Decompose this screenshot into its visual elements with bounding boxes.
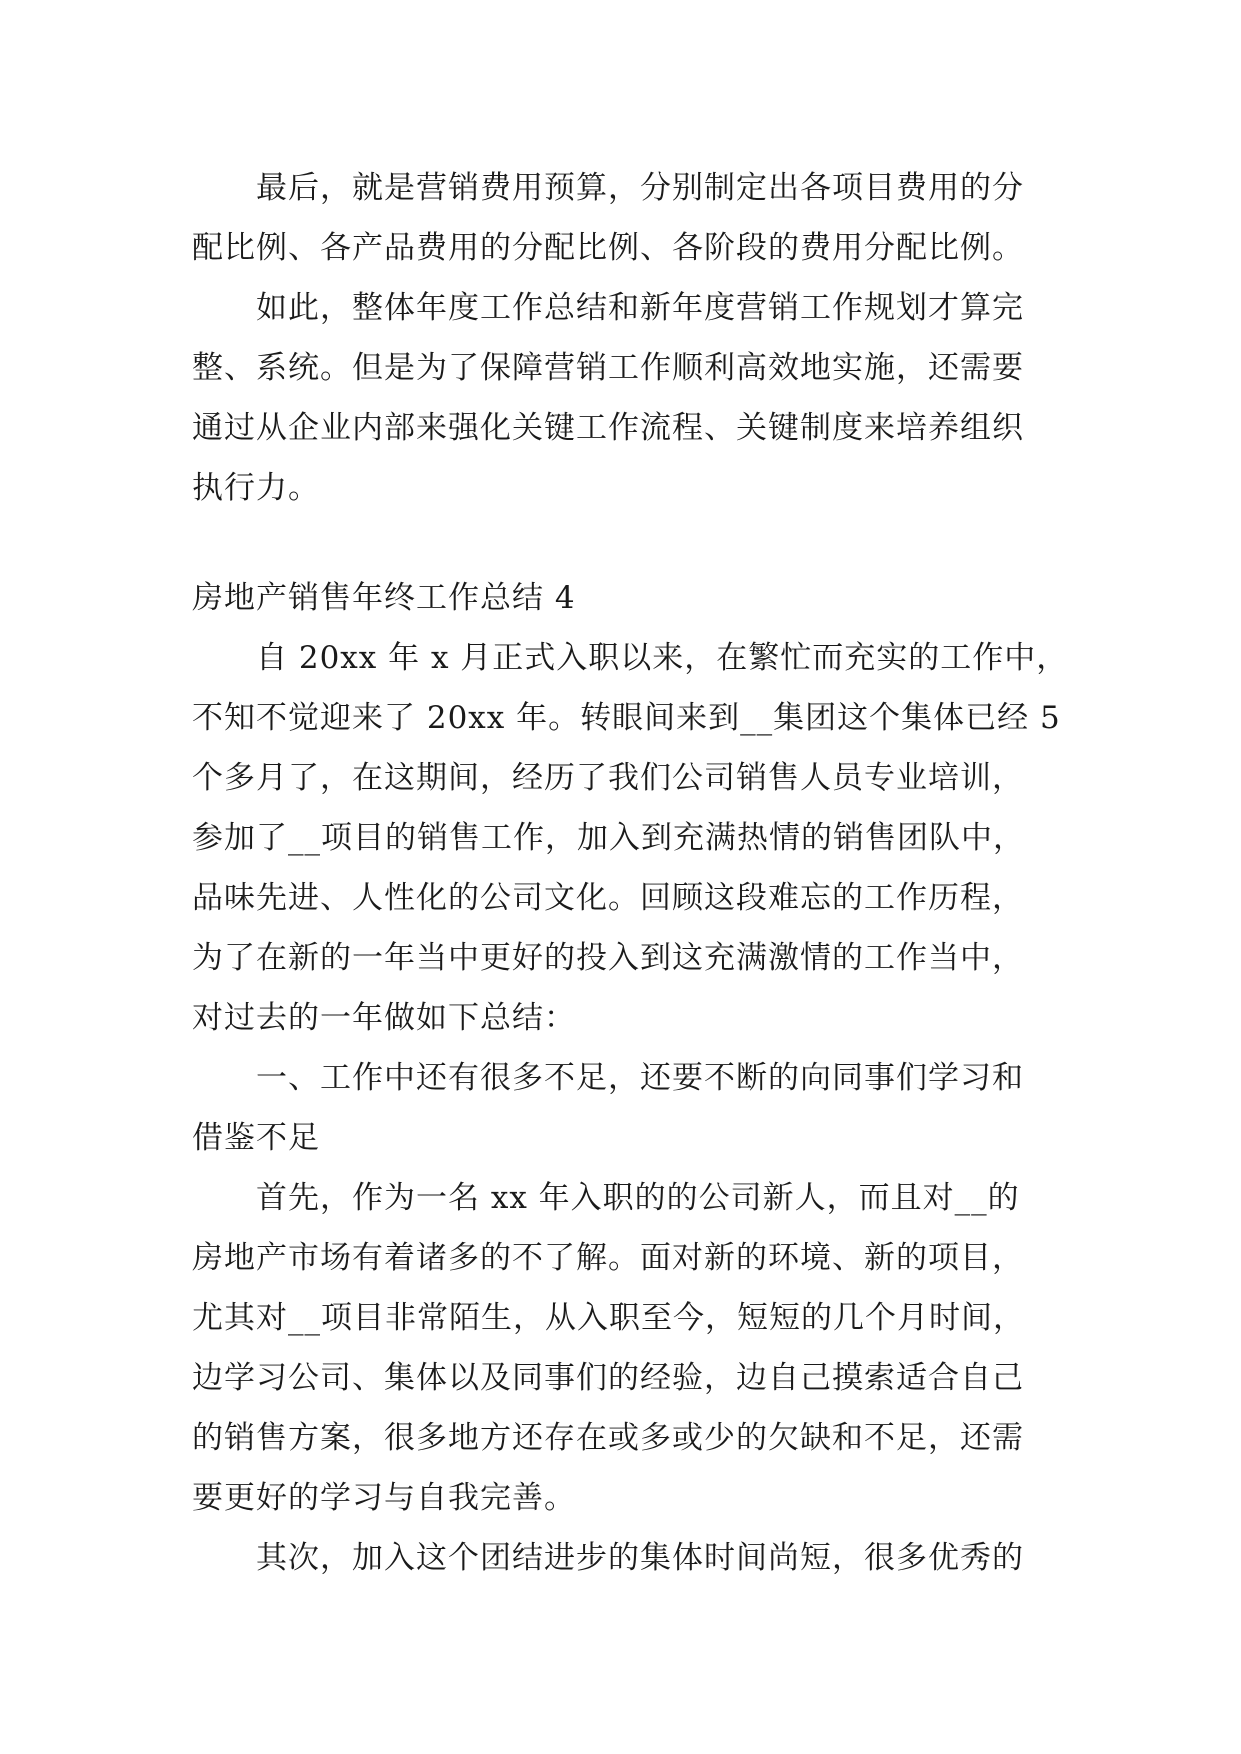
paragraph-line: 房地产市场有着诸多的不了解。面对新的环境、新的项目， — [192, 1240, 1024, 1276]
paragraph-line: 整、系统。但是为了保障营销工作顺利高效地实施，还需要 — [192, 350, 1024, 386]
paragraph-line: 的销售方案，很多地方还存在或多或少的欠缺和不足，还需 — [192, 1420, 1024, 1456]
paragraph-line: 个多月了，在这期间，经历了我们公司销售人员专业培训， — [192, 760, 1024, 796]
paragraph-line: 对过去的一年做如下总结： — [192, 1000, 576, 1036]
paragraph-line: 边学习公司、集体以及同事们的经验，边自己摸索适合自己 — [192, 1360, 1024, 1396]
paragraph-line: 品味先进、人性化的公司文化。回顾这段难忘的工作历程， — [192, 880, 1024, 916]
paragraph-line: 最后，就是营销费用预算，分别制定出各项目费用的分 — [256, 170, 1024, 206]
paragraph-line: 自 20xx 年 x 月正式入职以来，在繁忙而充实的工作中， — [256, 640, 1069, 676]
section-heading: 房地产销售年终工作总结 4 — [192, 580, 576, 616]
paragraph-line: 执行力。 — [192, 470, 320, 506]
paragraph-line: 如此，整体年度工作总结和新年度营销工作规划才算完 — [256, 290, 1024, 326]
paragraph-line: 其次，加入这个团结进步的集体时间尚短，很多优秀的 — [256, 1540, 1024, 1576]
paragraph-line: 首先，作为一名 xx 年入职的的公司新人，而且对__的 — [256, 1180, 1020, 1216]
paragraph-line: 通过从企业内部来强化关键工作流程、关键制度来培养组织 — [192, 410, 1024, 446]
paragraph-line: 为了在新的一年当中更好的投入到这充满激情的工作当中， — [192, 940, 1024, 976]
paragraph-line: 不知不觉迎来了 20xx 年。转眼间来到__集团这个集体已经 5 — [192, 700, 1061, 736]
paragraph-line: 配比例、各产品费用的分配比例、各阶段的费用分配比例。 — [192, 230, 1024, 266]
paragraph-line: 参加了__项目的销售工作，加入到充满热情的销售团队中， — [192, 820, 1025, 856]
paragraph-line: 尤其对__项目非常陌生，从入职至今，短短的几个月时间， — [192, 1300, 1025, 1336]
paragraph-line: 要更好的学习与自我完善。 — [192, 1480, 576, 1516]
paragraph-line: 一、工作中还有很多不足，还要不断的向同事们学习和 — [256, 1060, 1024, 1096]
paragraph-line: 借鉴不足 — [192, 1120, 320, 1156]
